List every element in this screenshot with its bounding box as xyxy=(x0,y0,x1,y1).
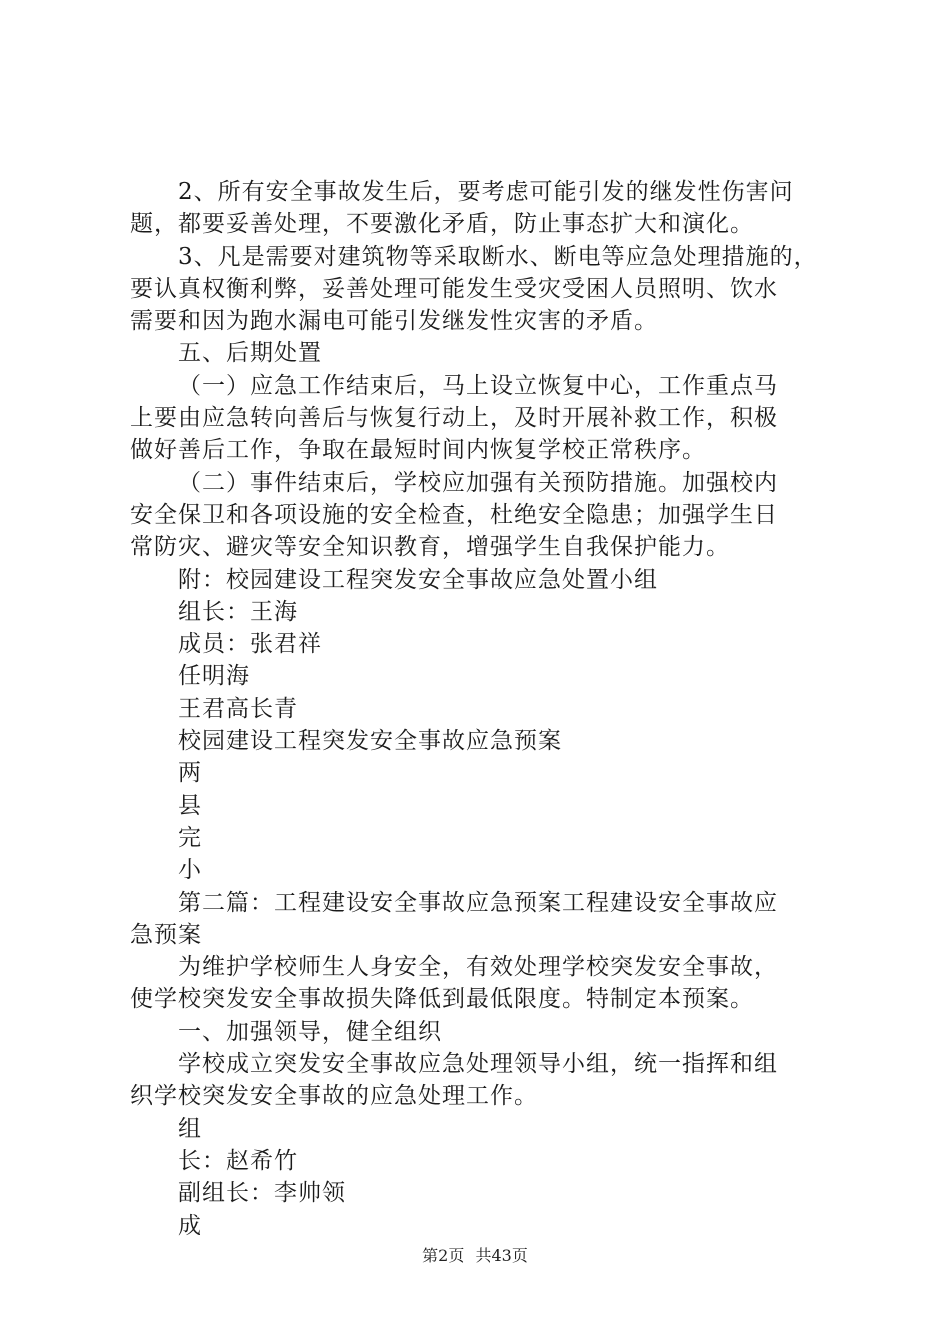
text-line: 上要由应急转向善后与恢复行动上，及时开展补救工作，积极 xyxy=(130,405,778,432)
text-line: 附：校园建设工程突发安全事故应急处置小组 xyxy=(178,566,658,593)
page-number: 第2页 xyxy=(422,1246,465,1265)
text-line: 王君高长青 xyxy=(178,695,298,722)
text-line: 要认真权衡利弊，妥善处理可能发生受灾受困人员照明、饮水 xyxy=(130,275,778,302)
page-footer xyxy=(0,1243,950,1266)
text-line: 2、所有安全事故发生后，要考虑可能引发的继发性伤害问 xyxy=(178,179,794,205)
text-line: 题，都要妥善处理，不要激化矛盾，防止事态扩大和演化。 xyxy=(130,211,754,238)
text-line: 五、后期处置 xyxy=(178,340,322,367)
text-line: 成 xyxy=(178,1212,202,1239)
text-line: 使学校突发安全事故损失降低到最低限度。特制定本预案。 xyxy=(130,986,754,1013)
text-line: （一）应急工作结束后，马上设立恢复中心，工作重点马 xyxy=(178,372,778,399)
text-line: 一、加强领导，健全组织 xyxy=(178,1018,442,1045)
text-line: 学校成立突发安全事故应急处理领导小组，统一指挥和组 xyxy=(178,1051,778,1078)
text-line: 长：赵希竹 xyxy=(178,1147,298,1174)
text-line: 校园建设工程突发安全事故应急预案 xyxy=(178,728,562,755)
text-line: 副组长：李帅领 xyxy=(178,1180,346,1207)
page-total: 共43页 xyxy=(475,1246,528,1265)
text-line: 织学校突发安全事故的应急处理工作。 xyxy=(130,1083,538,1110)
text-line: 急预案 xyxy=(130,921,202,948)
text-line: 任明海 xyxy=(178,663,250,690)
text-line: 做好善后工作，争取在最短时间内恢复学校正常秩序。 xyxy=(130,437,706,464)
document-body xyxy=(130,176,830,1242)
text-line: 常防灾、避灾等安全知识教育，增强学生自我保护能力。 xyxy=(130,534,730,561)
text-line: 小 xyxy=(178,857,202,884)
text-line: 需要和因为跑水漏电可能引发继发性灾害的矛盾。 xyxy=(130,308,658,335)
text-line: 成员：张君祥 xyxy=(178,631,322,658)
text-line: 两 xyxy=(178,760,202,787)
text-line: 为维护学校师生人身安全，有效处理学校突发安全事故， xyxy=(178,954,778,981)
text-line: 组 xyxy=(178,1115,202,1142)
text-line: 县 xyxy=(178,792,202,819)
text-line: 第二篇：工程建设安全事故应急预案工程建设安全事故应 xyxy=(178,889,778,916)
text-line: 组长：王海 xyxy=(178,598,298,625)
text-line: （二）事件结束后，学校应加强有关预防措施。加强校内 xyxy=(178,469,778,496)
text-line: 安全保卫和各项设施的安全检查，杜绝安全隐患；加强学生日 xyxy=(130,501,778,528)
text-line: 3、凡是需要对建筑物等采取断水、断电等应急处理措施的， xyxy=(178,243,818,270)
text-line: 完 xyxy=(178,824,202,851)
